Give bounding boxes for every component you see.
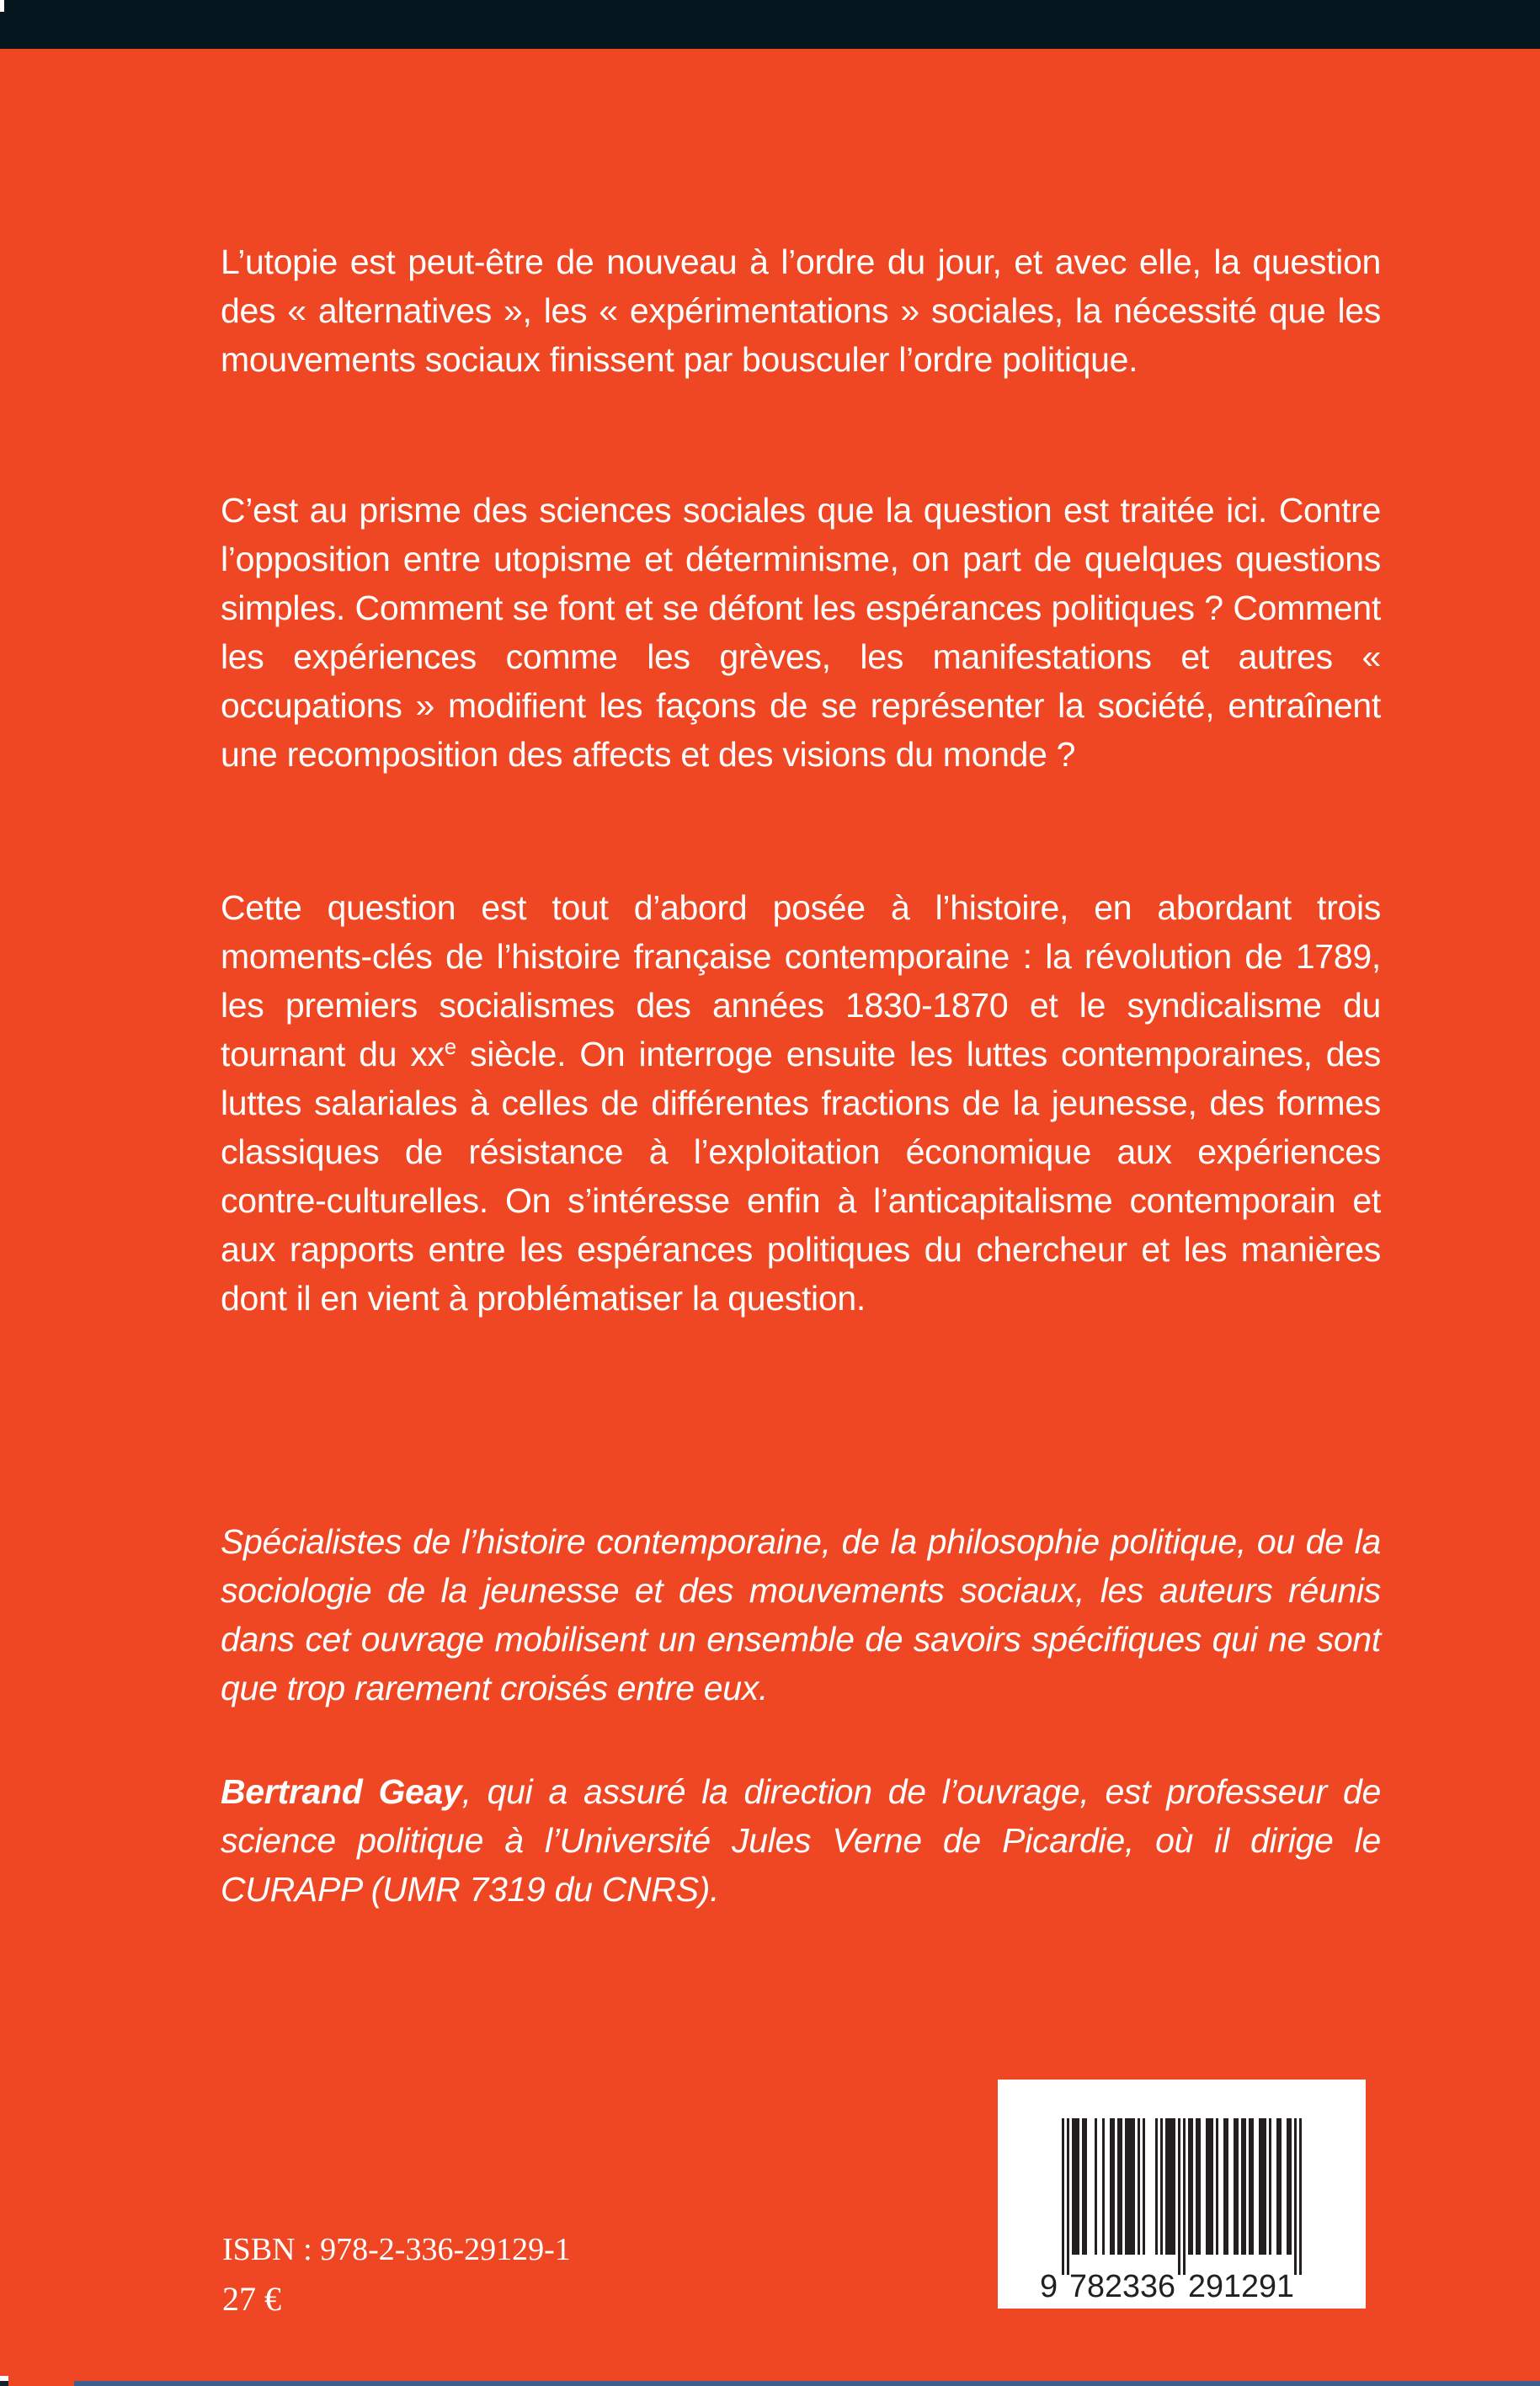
about-authors-paragraph: Spécialistes de l’histoire contemporaine, de la philosophie politique, ou de la sociologie de la jeunesse et des mouvements sociaux, les auteurs réunis dans cet ouvrage mobilisent un ensemble de savoirs spécifiques qui ne sont que trop rarement croisés entre eux.: [221, 1522, 1381, 1707]
director-name: Bertrand Geay: [221, 1772, 462, 1811]
barcode-panel: [998, 2080, 1366, 2309]
director-bio: , qui a assuré la direction de l’ouvrage, est professeur de science politique à l’Université Jules Verne de Picardie, où il dirige le CURAPP (UMR 7319 du CNRS).: [221, 1772, 1381, 1909]
century-small-caps: xx: [410, 1035, 445, 1073]
blurb-paragraph-1: L’utopie est peut-être de nouveau à l’ordre du jour, et avec elle, la question des « alternatives », les « expérimentations » sociales, la nécessité que les mouvements sociaux finissent par bousculer l’ordre politique.: [221, 242, 1381, 379]
barcode-digits-right: 291291: [1188, 2269, 1294, 2300]
paragraph-3-text-before: Cette question est tout d’abord posée à l’histoire, en abordant trois moments-clés de l’histoire française contemporaine : la révolution de 1789, les premiers socialismes des années 1830-1870 et le syndicalisme du tournant du: [221, 888, 1381, 1073]
barcode-digits-left: 782336: [1069, 2269, 1175, 2300]
ean13-barcode: [1038, 2118, 1324, 2300]
isbn-label: ISBN : 978-2-336-29129-1: [222, 2232, 571, 2267]
bottom-blue-band: [74, 2381, 1540, 2386]
century-superscript: e: [444, 1034, 456, 1059]
bottom-left-dark-mark: [0, 2381, 8, 2386]
top-left-scan-notch: [0, 0, 4, 12]
barcode-bars: [1062, 2118, 1302, 2275]
top-black-band: [0, 0, 1540, 49]
blurb-paragraph-2: C’est au prisme des sciences sociales que la question est traitée ici. Contre l’opposition entre utopisme et déterminisme, on part de quelques questions simples. Comment se font et se défont les espérances politiques ? Comment les expériences comme les grèves, les manifestations et autres « occupations » modifient les façons de se représenter la société, entraînent une recomposition des affects et des visions du monde ?: [221, 491, 1381, 774]
price-label: 27 €: [222, 2280, 281, 2318]
director-paragraph: [221, 1767, 1381, 1914]
paragraph-3-text-after: siècle. On interroge ensuite les luttes contemporaines, des luttes salariales à celles de différentes fractions de la jeunesse, des formes classiques de résistance à l’exploitation économique aux expériences contre-culturelles. On s’intéresse enfin à l’anticapitalisme contemporain et aux rapports entre les espérances politiques du chercheur et les manières dont il en vient à problématiser la question.: [221, 1035, 1381, 1318]
blurb-paragraph-3: [221, 883, 1381, 1323]
barcode-digit-first: 9: [1040, 2269, 1058, 2300]
